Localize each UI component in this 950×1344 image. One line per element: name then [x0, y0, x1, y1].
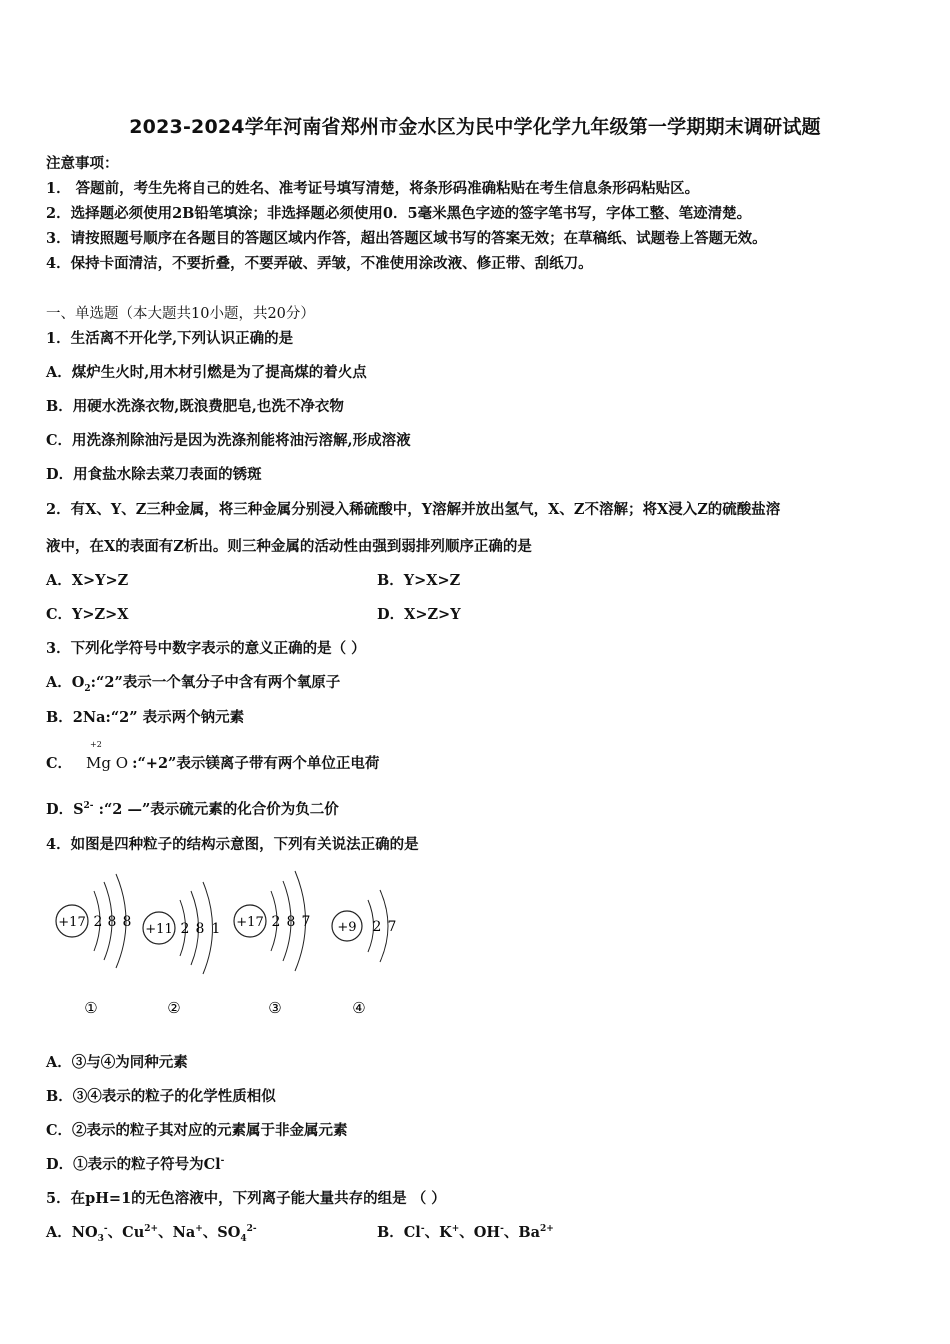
ion-symbol: Na: [172, 1224, 196, 1241]
atom-label: ③: [268, 999, 282, 1017]
ion-symbol: Ba: [518, 1224, 540, 1241]
ion-charge: 2-: [246, 1224, 257, 1235]
ion-charge: +: [195, 1224, 203, 1235]
ion-symbol: NO: [71, 1224, 98, 1241]
option-label: A．O: [46, 674, 85, 691]
ion-symbol: Cl: [403, 1224, 421, 1241]
question-3-option-a: [46, 671, 340, 694]
nucleus-charge: +17: [236, 915, 264, 930]
question-1-stem: 1．生活离不开化学,下列认识正确的是: [46, 330, 294, 347]
option-text: :“2 —”表示硫元素的化合价为负二价: [98, 801, 339, 818]
superscript: 2-: [83, 801, 94, 812]
question-4-option-d: [46, 1153, 224, 1174]
ion-symbol: K: [439, 1224, 452, 1241]
shell-electrons: 7: [387, 919, 397, 935]
ion-separator: 、: [158, 1224, 173, 1241]
option-label: A．: [46, 1224, 72, 1241]
shell-electrons: 8: [107, 914, 117, 930]
option-label: C．: [46, 755, 73, 772]
question-4-option-c: C．②表示的粒子其对应的元素属于非金属元素: [46, 1122, 348, 1139]
ion-separator: 、: [503, 1224, 519, 1241]
question-5-option-a: [46, 1221, 257, 1244]
option-label: B．: [377, 1224, 404, 1241]
question-1-option-c: C．用洗涤剂除油污是因为洗涤剂能将油污溶解,形成溶液: [46, 432, 411, 449]
ion-separator: 、: [459, 1224, 474, 1241]
atom-2: [143, 882, 220, 1017]
page-title: 2023-2024学年河南省郑州市金水区为民中学化学九年级第一学期期末调研试题: [129, 116, 821, 138]
ion-symbol: Cu: [122, 1224, 145, 1241]
question-2-stem-line1: 2．有X、Y、Z三种金属，将三种金属分别浸入稀硫酸中，Y溶解并放出氢气，X、Z不溶解；将X浸入Z的硫酸盐溶: [46, 501, 781, 518]
shell-electrons: 2: [271, 914, 281, 930]
element-o: O: [115, 754, 129, 772]
shell-electrons: 2: [180, 921, 190, 937]
question-1-option-b: B．用硬水洗涤衣物,既浪费肥皂,也洗不净衣物: [46, 398, 344, 415]
atom-3: [234, 871, 310, 1017]
question-2-option-d: D．X>Z>Y: [377, 606, 461, 623]
notice-item: 4．保持卡面清洁，不要折叠，不要弄破、弄皱，不准使用涂改液、修正带、刮纸刀。: [46, 255, 593, 272]
shell-electrons: 7: [301, 914, 311, 930]
option-text: D．①表示的粒子符号为Cl: [46, 1156, 221, 1173]
question-3-option-b: B．2Na:“2” 表示两个钠元素: [46, 709, 245, 726]
mgo-formula: [86, 740, 129, 772]
option-label: D．S: [46, 801, 84, 818]
superscript: -: [220, 1156, 225, 1167]
ion-charge: 2+: [144, 1224, 159, 1235]
shell-electrons: 8: [286, 914, 296, 930]
notice-heading: 注意事项：: [46, 155, 119, 172]
ion-symbol: SO: [217, 1224, 241, 1241]
ion-charge: -: [420, 1224, 425, 1235]
atom-1: [56, 874, 131, 1017]
atom-structure-diagram: [40, 860, 420, 1030]
nucleus-charge: +9: [337, 920, 357, 935]
atom-label: ④: [352, 999, 366, 1017]
ion-charge: 2+: [539, 1224, 554, 1235]
question-2-option-b: B．Y>X>Z: [377, 572, 461, 589]
atom-label: ②: [167, 999, 181, 1017]
ion-list: [404, 1224, 554, 1241]
ion-charge: +: [451, 1224, 460, 1235]
ion-subscript: 4: [240, 1233, 247, 1244]
element-mg: Mg: [86, 754, 112, 772]
ion-list: [71, 1224, 257, 1244]
question-3-stem: 3．下列化学符号中数字表示的意义正确的是（ ）: [46, 640, 366, 657]
atom-4: [332, 890, 396, 1017]
shell-electrons: 1: [211, 921, 221, 937]
question-2-stem-line2: 液中，在X的表面有Z析出。则三种金属的活动性由强到弱排列顺序正确的是: [46, 538, 532, 555]
question-5-option-b: [377, 1221, 554, 1242]
subscript: 2: [84, 683, 91, 694]
oxidation-state: +2: [90, 740, 102, 749]
notice-item: 2．选择题必须使用2B铅笔填涂；非选择题必须使用0．5毫米黑色字迹的签字笔书写，字体工整、笔迹清楚。: [46, 205, 752, 222]
atom-label: ①: [84, 999, 98, 1017]
nucleus-charge: +17: [58, 915, 86, 930]
question-4-option-b: B．③④表示的粒子的化学性质相似: [46, 1088, 276, 1105]
question-2-option-c: C．Y>Z>X: [46, 606, 129, 623]
ion-subscript: 3: [97, 1233, 104, 1244]
nucleus-charge: +11: [145, 922, 173, 937]
question-1-option-d: D．用食盐水除去菜刀表面的锈斑: [46, 466, 262, 483]
question-5-stem: 5．在pH=1的无色溶液中，下列离子能大量共存的组是 （ ）: [46, 1190, 446, 1207]
section-heading: 一、单选题（本大题共10小题，共20分）: [46, 306, 315, 322]
ion-separator: 、: [202, 1224, 218, 1241]
shell-electrons: 8: [195, 921, 205, 937]
notice-item: 3．请按照题号顺序在各题目的答题区域内作答，超出答题区域书写的答案无效；在草稿纸、试题卷上答题无效。: [46, 230, 767, 247]
question-1-option-a: A．煤炉生火时,用木材引燃是为了提高煤的着火点: [46, 364, 367, 381]
ion-symbol: OH: [473, 1224, 501, 1241]
question-4-stem: 4．如图是四种粒子的结构示意图，下列有关说法正确的是: [46, 836, 419, 853]
ion-charge: -: [103, 1224, 108, 1235]
shell-electrons: 8: [122, 914, 132, 930]
notice-item: 1． 答题前，考生先将自己的姓名、准考证号填写清楚，将条形码准确粘贴在考生信息条形码粘贴区。: [46, 180, 700, 197]
question-3-option-d: [46, 798, 339, 819]
shell-electrons: 2: [372, 919, 382, 935]
question-3-option-c: [46, 740, 380, 773]
question-4-option-a: A．③与④为同种元素: [46, 1054, 188, 1071]
option-text: :“2”表示一个氧分子中含有两个氧原子: [90, 674, 341, 691]
question-2-option-a: A．X>Y>Z: [46, 572, 129, 589]
ion-separator: 、: [424, 1224, 440, 1241]
ion-charge: -: [500, 1224, 504, 1235]
option-text: :“+2”表示镁离子带有两个单位正电荷: [132, 755, 380, 772]
shell-electrons: 2: [93, 914, 103, 930]
ion-separator: 、: [107, 1224, 123, 1241]
